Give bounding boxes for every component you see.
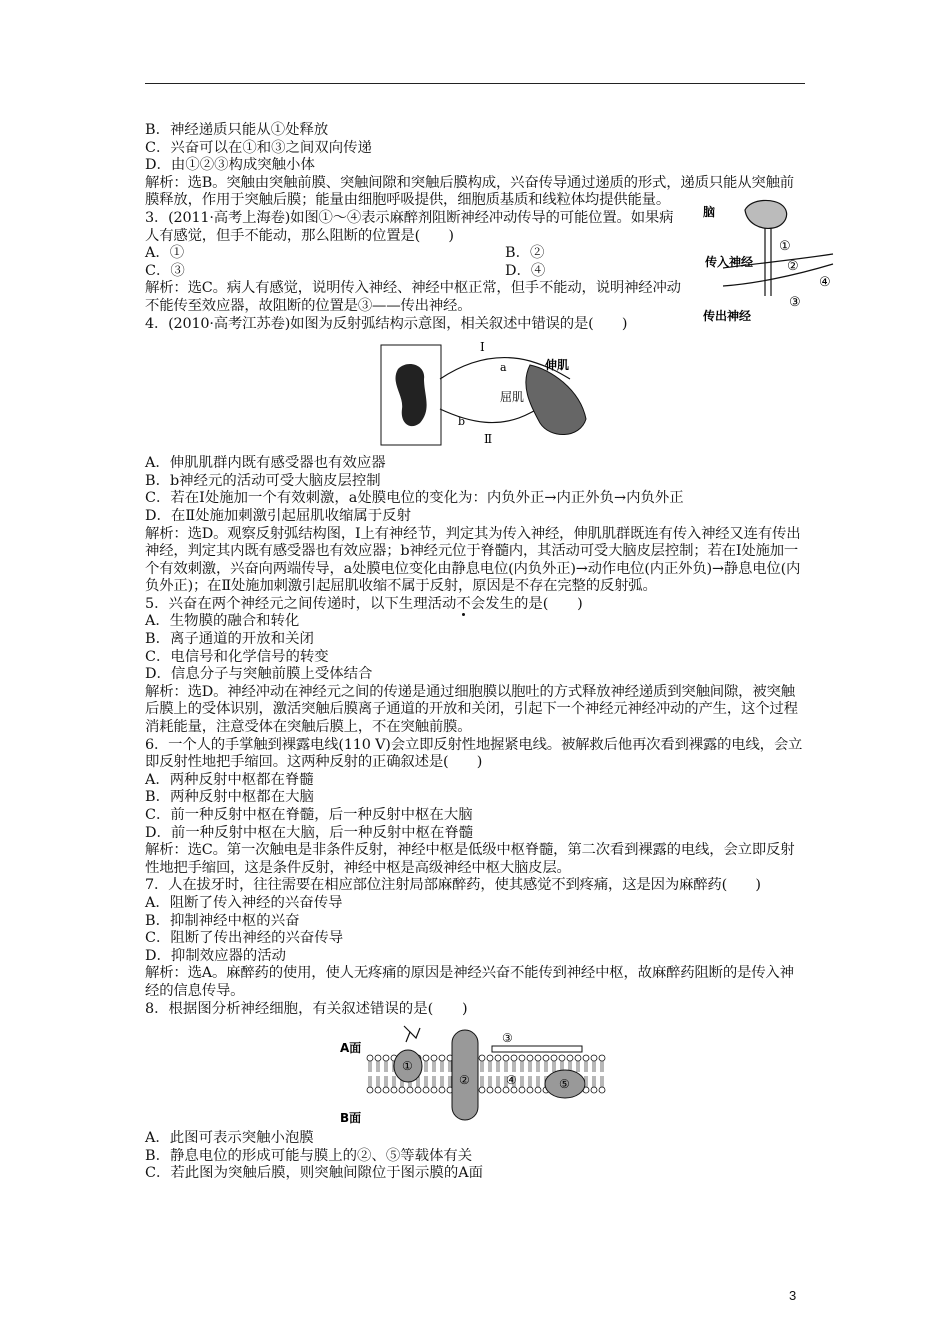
page-content	[145, 122, 831, 1183]
q4-reflex-arc-figure	[380, 339, 590, 449]
q5-option-b: B．离子通道的开放和关闭	[145, 631, 314, 648]
q4-option-a: A．伸肌肌群内既有感受器也有效应器	[145, 455, 386, 472]
label-extensor: 伸肌	[545, 358, 570, 373]
lipid-head	[479, 1087, 485, 1093]
q3-option-b: B．②	[505, 245, 545, 262]
q4-option-d: D．在Ⅱ处施加刺激引起屈肌收缩属于反射	[145, 507, 411, 524]
q7-option-d: D．抑制效应器的活动	[145, 947, 287, 964]
q6-analysis: 解析：选C。第一次触电是非条件反射，神经中枢是低级中枢脊髓，第二次看到裸露的电线，会立即反射性地把手缩回，这是条件反射，神经中枢是高级神经中枢大脑皮层。	[145, 842, 795, 876]
layer-3	[492, 1046, 582, 1052]
q8-stem: 8．根据图分析神经细胞，有关叙述错误的是( )	[145, 1000, 468, 1017]
lipid-head	[399, 1087, 405, 1093]
marker-3: ③	[789, 294, 801, 310]
lipid-head	[535, 1087, 541, 1093]
lipid-head	[439, 1055, 445, 1061]
q6-option-a: A．两种反射中枢都在脊髓	[145, 771, 314, 788]
q8-option-a: A．此图可表示突触小泡膜	[145, 1130, 314, 1147]
q4-option-b: B．b神经元的活动可受大脑皮层控制	[145, 472, 381, 489]
lipid-head	[511, 1087, 517, 1093]
brain-shape	[745, 200, 787, 228]
q3-block	[145, 204, 831, 323]
q4-analysis: 解析：选D。观察反射弧结构图，Ⅰ上有神经节，判定其为传入神经，伸肌肌群既连有传入神经又连有传出神经，判定其内既有感受器也有效应器；b神经元位于脊髓内，其活动可受大脑皮层控制；若在Ⅰ处施加一个有效刺激，兴奋向两端传导，a处膜电位变化由静息电位(内负外正)→动作电位(内正外负)→静息电位(内负外正)；在Ⅱ处施加刺激引起屈肌收缩不属于反射，原因是不存在完整的反射弧。	[145, 525, 801, 595]
lipid-head	[391, 1087, 397, 1093]
q4-option-c: C．若在Ⅰ处施加一个有效刺激，a处膜电位的变化为：内负外正→内正外负→内负外正	[145, 490, 684, 507]
lipid-head	[599, 1087, 605, 1093]
q5-option-a: A．生物膜的融合和转化	[145, 613, 300, 630]
q4-stem: 4．(2010·高考江苏卷)如图为反射弧结构示意图，相关叙述中错误的是( )	[145, 315, 628, 332]
q7-stem: 7．人在拔牙时，往往需要在相应部位注射局部麻醉药，使其感觉不到疼痛，这是因为麻醉药( )	[145, 877, 761, 894]
lipid-head	[575, 1055, 581, 1061]
lipid-head	[479, 1055, 485, 1061]
lipid-head	[511, 1055, 517, 1061]
lipid-tail	[425, 1061, 427, 1087]
lipid-tail	[449, 1061, 451, 1087]
q6-option-b: B．两种反射中枢都在大脑	[145, 789, 314, 806]
label-afferent: 传入神经	[705, 254, 754, 269]
emphasis-dot: 不	[456, 595, 471, 612]
lipid-head	[527, 1055, 533, 1061]
marker-5: ⑤	[559, 1077, 570, 1092]
q5-analysis: 解析：选D。神经冲动在神经元之间的传递是通过细胞膜以胞吐的方式释放神经递质到突触间隙，被突触后膜上的受体识别，激活突触后膜离子通道的开放和关闭，引起下一个神经元神经冲动的产生，这个过程消耗能量，注意受体在突触后膜上，不在突触前膜。	[145, 683, 798, 736]
marker-4: ④	[819, 274, 831, 290]
lipid-head	[383, 1055, 389, 1061]
label-a: a	[500, 361, 507, 375]
lipid-tail	[489, 1061, 491, 1087]
label-face-b: B面	[340, 1111, 362, 1125]
label-efferent: 传出神经	[703, 308, 752, 323]
q3-stem: 3．(2011·高考上海卷)如图①～④表示麻醉剂阻断神经冲动传导的可能位置。如果病人有感觉，但手不能动，那么阻断的位置是( )	[145, 209, 674, 244]
lipid-tail	[497, 1061, 499, 1087]
q3-analysis: 解析：选C。病人有感觉，说明传入神经、神经中枢正常，但手不能动，说明神经冲动不能传至效应器，故阻断的位置是③——传出神经。	[145, 280, 681, 314]
label-flexor: 屈肌	[500, 390, 525, 405]
lipid-head	[583, 1055, 589, 1061]
lipid-head	[431, 1055, 437, 1061]
lipid-head	[599, 1055, 605, 1061]
lipid-head	[495, 1055, 501, 1061]
marker-1: ①	[779, 238, 791, 254]
marker-3: ③	[502, 1031, 513, 1046]
lipid-head	[423, 1055, 429, 1061]
q7-option-a: A．阻断了传入神经的兴奋传导	[145, 894, 343, 911]
q7-option-b: B．抑制神经中枢的兴奋	[145, 912, 300, 929]
lipid-head	[407, 1087, 413, 1093]
q8-option-b: B．静息电位的形成可能与膜上的②、⑤等载体有关	[145, 1147, 473, 1164]
lipid-head	[503, 1055, 509, 1061]
label-brain: 脑	[703, 204, 716, 219]
label-face-a: A面	[340, 1041, 362, 1056]
lipid-tail	[377, 1061, 379, 1087]
q5-option-d: D．信息分子与突触前膜上受体结合	[145, 666, 373, 683]
lipid-head	[487, 1055, 493, 1061]
lipid-head	[551, 1055, 557, 1061]
lipid-head	[543, 1055, 549, 1061]
muscle-group	[526, 365, 586, 435]
lipid-head	[375, 1055, 381, 1061]
marker-2: ②	[787, 258, 799, 274]
lipid-head	[527, 1087, 533, 1093]
label-I: Ⅰ	[480, 340, 485, 355]
marker-1: ①	[402, 1059, 413, 1074]
q5-stem: 5．兴奋在两个神经元之间传递时，以下生理活动不会发生的是( )	[145, 595, 583, 612]
lipid-tail	[481, 1061, 483, 1087]
q6-option-d: D．前一种反射中枢在大脑，后一种反射中枢在脊髓	[145, 824, 474, 841]
q2-analysis: 解析：选B。突触由突触前膜、突触间隙和突触后膜构成，兴奋传导通过递质的形式，递质只能从突触前膜释放，作用于突触后膜；能量由细胞呼吸提供，细胞质基质和线粒体均提供能量。	[145, 174, 794, 209]
q8-membrane-figure	[340, 1024, 610, 1124]
q2-option-c: C．兴奋可以在①和③之间双向传递	[145, 139, 372, 156]
gray-matter	[396, 364, 427, 426]
lipid-tail	[593, 1061, 595, 1087]
header-rule	[145, 83, 805, 84]
lipid-tail	[385, 1061, 387, 1087]
label-b: b	[458, 415, 466, 429]
q7-analysis: 解析：选A。麻醉药的使用，使人无疼痛的原因是神经兴奋不能传到神经中枢，故麻醉药阻断的是传入神经的信息传导。	[145, 965, 794, 999]
lipid-tail	[537, 1061, 539, 1087]
glycan-chain	[404, 1026, 420, 1042]
q3-option-c: C．③	[145, 262, 185, 279]
lipid-head	[567, 1055, 573, 1061]
lipid-head	[415, 1087, 421, 1093]
lipid-head	[591, 1055, 597, 1061]
q5-option-c: C．电信号和化学信号的转变	[145, 648, 329, 665]
q3-option-a: A．①	[145, 245, 185, 262]
lipid-head	[519, 1087, 525, 1093]
lipid-head	[591, 1087, 597, 1093]
q2-option-b: B．神经递质只能从①处释放	[145, 122, 329, 138]
lipid-head	[559, 1055, 565, 1061]
lipid-head	[519, 1055, 525, 1061]
lipid-head	[367, 1087, 373, 1093]
q2-option-d: D．由①②③构成突触小体	[145, 157, 315, 174]
lipid-head	[375, 1087, 381, 1093]
lipid-head	[439, 1087, 445, 1093]
lipid-head	[495, 1087, 501, 1093]
marker-4: ④	[506, 1073, 517, 1088]
lipid-tail	[529, 1061, 531, 1087]
lipid-tail	[441, 1061, 443, 1087]
lipid-head	[503, 1087, 509, 1093]
q6-option-c: C．前一种反射中枢在脊髓，后一种反射中枢在大脑	[145, 807, 473, 823]
q6-stem: 6．一个人的手掌触到裸露电线(110 V)会立即反射性地握紧电线。被解救后他再次看到裸露的电线，会立即反射性地把手缩回。这两种反射的正确叙述是( )	[145, 736, 803, 771]
lipid-head	[367, 1055, 373, 1061]
lipid-head	[487, 1087, 493, 1093]
q8-option-c: C．若此图为突触后膜，则突触间隙位于图示膜的A面	[145, 1165, 483, 1182]
q3-option-d: D．④	[505, 262, 546, 279]
q3-nerve-figure	[703, 196, 838, 326]
q7-option-c: C．阻断了传出神经的兴奋传导	[145, 930, 344, 947]
lipid-tail	[369, 1061, 371, 1087]
page-number: 3	[789, 1288, 797, 1303]
lipid-head	[535, 1055, 541, 1061]
lipid-tail	[601, 1061, 603, 1087]
label-II: Ⅱ	[484, 432, 493, 447]
lipid-tail	[433, 1061, 435, 1087]
lipid-head	[431, 1087, 437, 1093]
lipid-tail	[521, 1061, 523, 1087]
lipid-head	[423, 1087, 429, 1093]
lipid-head	[383, 1087, 389, 1093]
marker-2: ②	[459, 1073, 470, 1088]
